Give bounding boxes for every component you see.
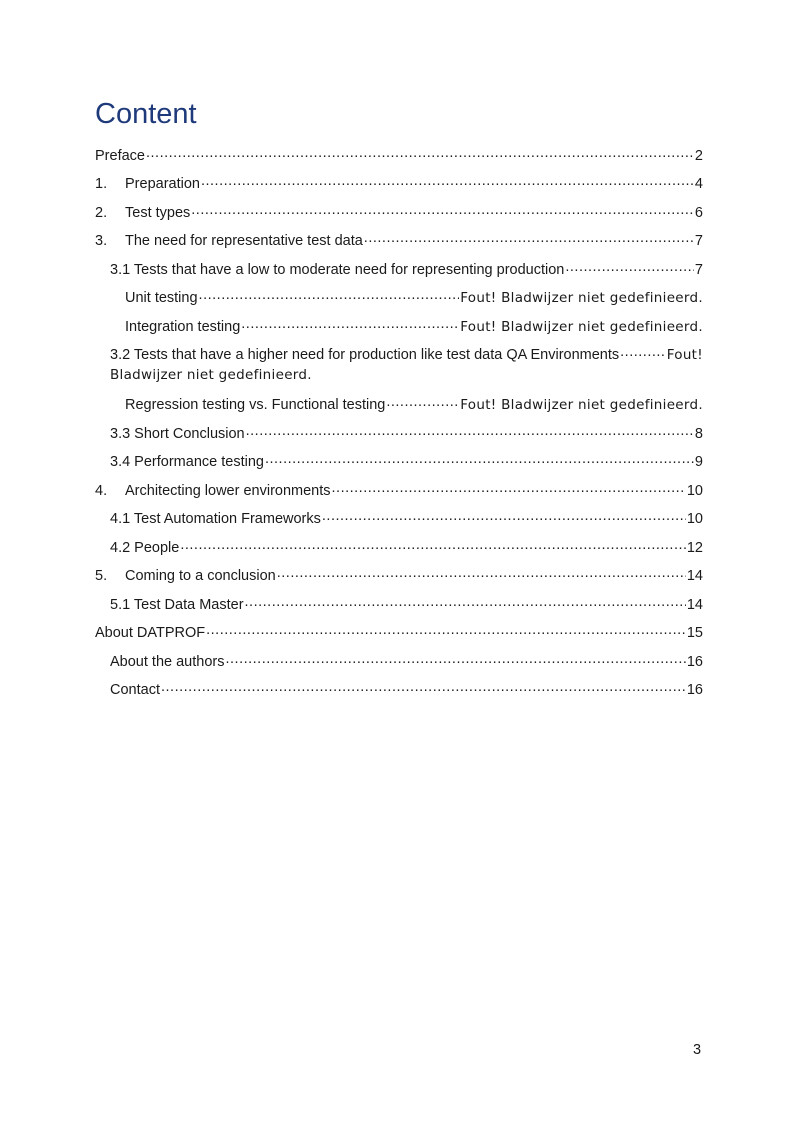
toc-entry-regression-testing[interactable] <box>95 395 703 415</box>
toc-entry-label: Test types <box>125 204 191 221</box>
page-number: 3 <box>693 1042 702 1058</box>
toc-entry-test-types[interactable] <box>95 202 703 222</box>
toc-entry-page: 2 <box>694 147 703 164</box>
dot-leader <box>225 651 685 666</box>
toc-entry-label: Preparation <box>125 176 200 192</box>
toc-entry-preparation[interactable] <box>95 174 703 194</box>
dot-leader <box>191 202 694 217</box>
toc-entry-label: 3.3 Short Conclusion <box>110 425 245 442</box>
page-title: Content <box>95 98 197 130</box>
toc-entry-label: Integration testing <box>125 318 241 335</box>
toc-entry-label: 3.2 Tests that have a higher need for production like test data QA Environments <box>110 347 620 363</box>
toc-entry-integration-testing[interactable] <box>95 316 703 336</box>
toc-entry-page: 12 <box>686 539 703 556</box>
toc-entry-page: 7 <box>694 233 703 249</box>
toc-entry-conclusion[interactable] <box>95 566 703 586</box>
toc-entry-unit-testing[interactable] <box>95 288 703 308</box>
dot-leader <box>201 174 694 189</box>
toc-entry-line <box>110 345 703 365</box>
toc-entry-label: 4.2 People <box>110 539 180 556</box>
toc-entry-label: Coming to a conclusion <box>125 568 276 584</box>
dot-leader <box>322 509 686 524</box>
dot-leader <box>620 345 666 360</box>
toc-entry-page: 7 <box>694 261 703 278</box>
toc-entry-page: 14 <box>686 596 703 613</box>
toc-entry-number: 5. <box>95 568 108 584</box>
toc-entry-number: 3. <box>95 233 108 249</box>
toc-entry-number: 1. <box>95 176 108 192</box>
dot-leader <box>565 259 694 274</box>
toc-entry-page: 10 <box>686 511 703 527</box>
toc-entry-label: About the authors <box>110 653 225 670</box>
dot-leader <box>332 480 686 495</box>
dot-leader <box>265 452 694 467</box>
dot-leader <box>199 288 460 303</box>
dot-leader <box>161 680 686 695</box>
dot-leader <box>277 566 686 581</box>
toc-entry-label: 4.1 Test Automation Frameworks <box>110 511 321 527</box>
toc-entry-4-1[interactable] <box>95 509 703 529</box>
toc-entry-3-4[interactable] <box>95 452 703 472</box>
toc-entry-3-1[interactable] <box>95 259 703 279</box>
dot-leader <box>386 395 459 410</box>
toc-entry-number: 4. <box>95 482 108 499</box>
toc-entry-page: 14 <box>686 568 703 584</box>
dot-leader <box>245 594 686 609</box>
toc-entry-page: 16 <box>686 682 703 698</box>
toc-entry-label: Architecting lower environments <box>125 482 331 499</box>
toc-entry-page: 10 <box>686 482 703 499</box>
toc-entry-preface[interactable] <box>95 145 703 165</box>
toc-entry-page: Fout! Bladwijzer niet gedefinieerd. <box>460 397 703 413</box>
toc-entry-page: 9 <box>694 454 703 470</box>
toc-entry-page: Fout! <box>666 347 703 363</box>
table-of-contents <box>95 145 703 700</box>
toc-entry-page: 15 <box>686 625 703 641</box>
toc-entry-label: 3.4 Performance testing <box>110 454 264 470</box>
toc-entry-label: Unit testing <box>125 290 198 306</box>
toc-entry-contact[interactable] <box>95 680 703 700</box>
toc-entry-number: 2. <box>95 204 108 221</box>
toc-entry-architecting[interactable] <box>95 480 703 500</box>
dot-leader <box>206 623 686 638</box>
dot-leader <box>364 231 694 246</box>
dot-leader <box>180 537 686 552</box>
toc-entry-label: About DATPROF <box>95 625 206 641</box>
toc-entry-3-3[interactable] <box>95 423 703 443</box>
toc-entry-about-authors[interactable] <box>95 651 703 671</box>
toc-entry-page-continued: Bladwijzer niet gedefinieerd. <box>110 366 312 383</box>
document-page <box>95 96 703 708</box>
toc-entry-page: Fout! Bladwijzer niet gedefinieerd. <box>460 318 703 335</box>
toc-entry-5-1[interactable] <box>95 594 703 614</box>
dot-leader <box>246 423 694 438</box>
toc-entry-page: 16 <box>686 653 703 670</box>
toc-entry-about-datprof[interactable] <box>95 623 703 643</box>
dot-leader <box>241 316 459 331</box>
toc-entry-page: 8 <box>694 425 703 442</box>
toc-entry-label: The need for representative test data <box>125 233 363 249</box>
toc-entry-3-2[interactable] <box>95 345 703 387</box>
toc-entry-label: Regression testing vs. Functional testing <box>125 397 386 413</box>
toc-entry-page: 4 <box>694 176 703 192</box>
toc-entry-page: Fout! Bladwijzer niet gedefinieerd. <box>460 290 703 306</box>
toc-entry-label: Preface <box>95 147 145 164</box>
dot-leader <box>146 145 694 160</box>
toc-entry-label: Contact <box>110 682 160 698</box>
toc-entry-representative-test-data[interactable] <box>95 231 703 251</box>
toc-entry-label: 5.1 Test Data Master <box>110 596 244 613</box>
toc-entry-label: 3.1 Tests that have a low to moderate need for representing production <box>110 261 565 278</box>
toc-entry-page: 6 <box>694 204 703 221</box>
toc-entry-4-2[interactable] <box>95 537 703 557</box>
